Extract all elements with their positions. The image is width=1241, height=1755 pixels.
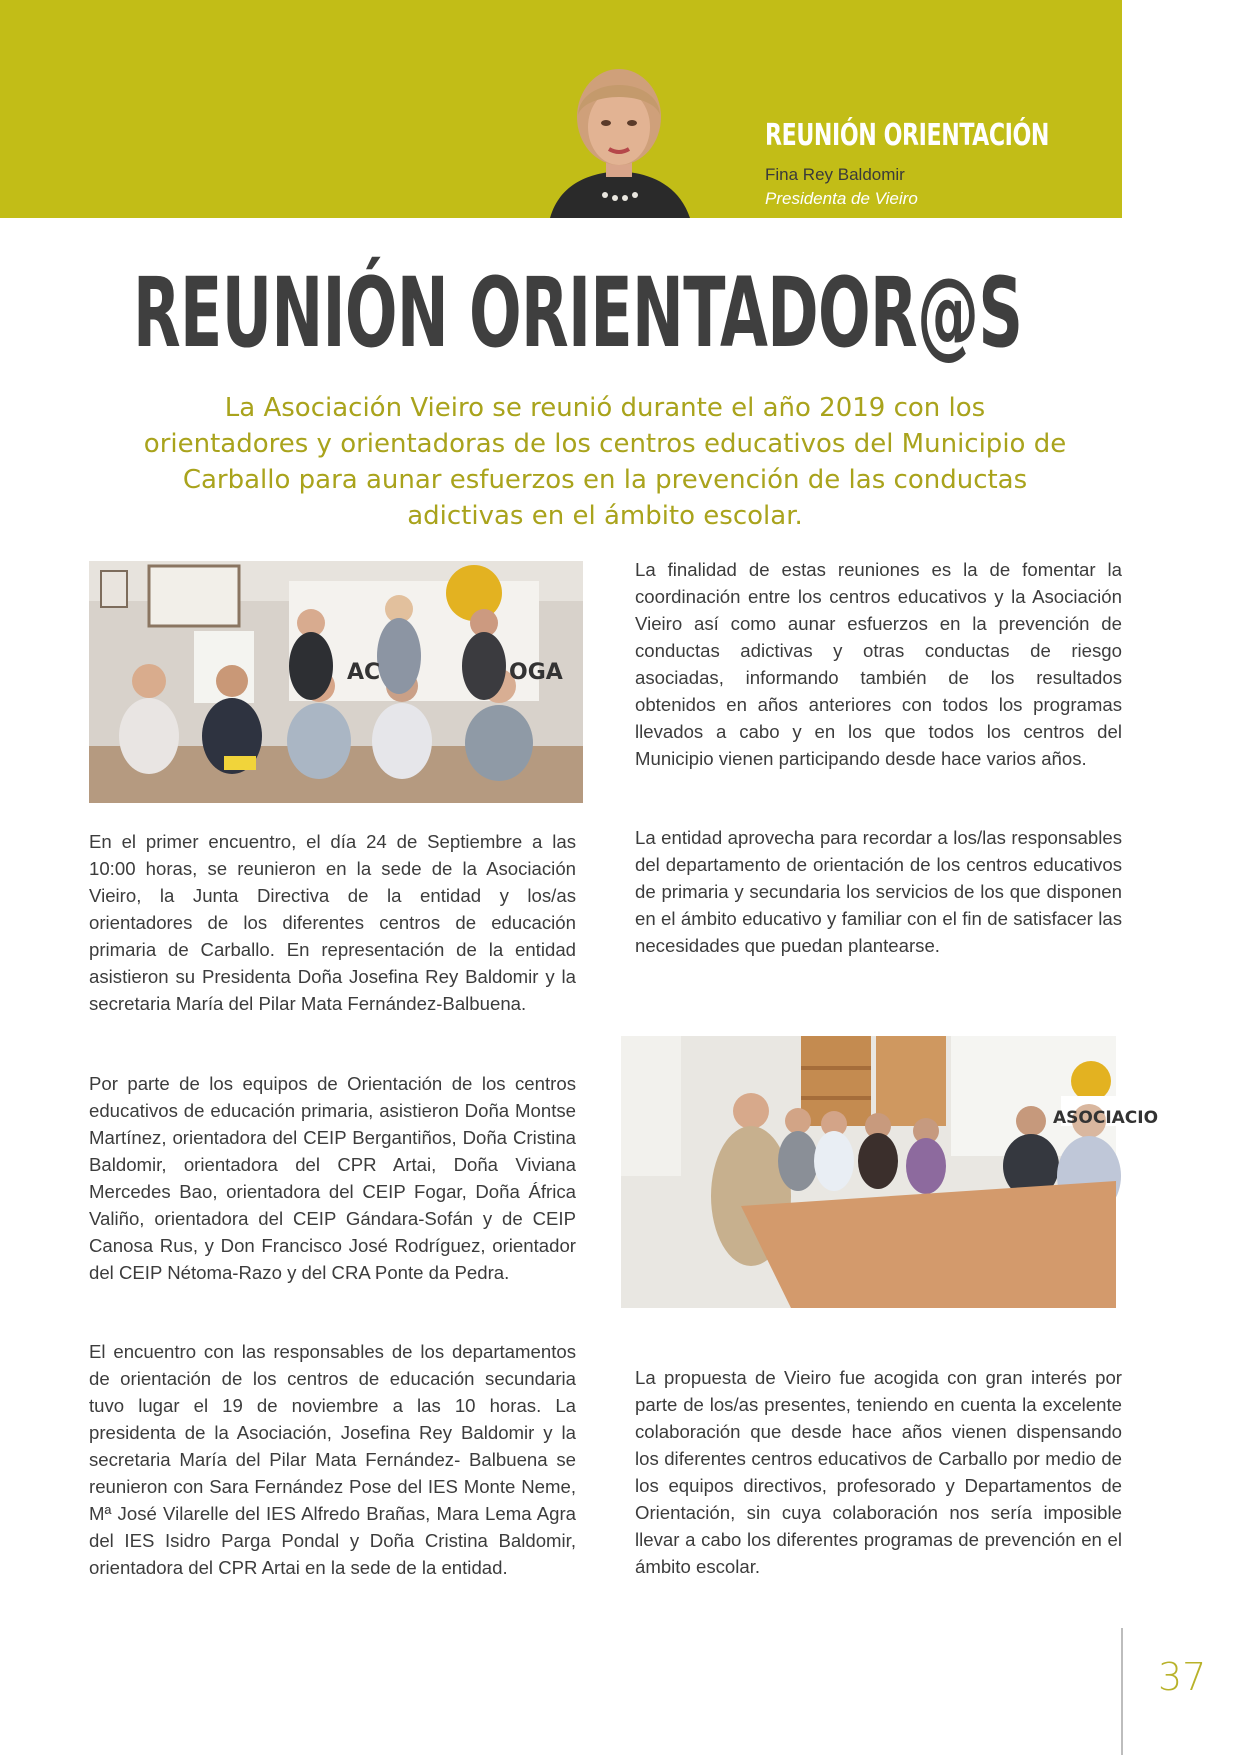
section-title: REUNIÓN ORIENTACIÓN [765,118,1049,153]
right-paragraph-1: La finalidad de estas reuniones es la de fomentar la coordinación entre los centros educativos y la Asociación Vieiro así como aunar esfuerzos en la prevención de conductas adictivas y otras conductas de riesgo asociadas, informando también de los resultados obtenidos en años anteriores con todos los programas llevados a cabo y en los que todos los centros del Municipio vienen participando desde hace varios años. [635,559,1122,769]
sign-text-left: AC [347,660,381,685]
sign-text: ASOCIACIO [1053,1108,1159,1128]
meeting-photo-secondary [621,1036,1159,1308]
page-number: 37 [1158,1655,1207,1699]
left-paragraph-1: En el primer encuentro, el día 24 de Septiembre a las 10:00 horas, se reunieron en la sede de la Asociación Vieiro, la Junta Directiva de la entidad y los/as orientadores de los diferentes centros de educación primaria de Carballo. En representación de la entidad asistieron su Presidenta Doña Josefina Rey Baldomir y la secretaria María del Pilar Mata Fernández-Balbuena. [89,831,576,1014]
author-role: Presidenta de Vieiro [765,189,918,208]
left-paragraph-3: El encuentro con las responsables de los departamentos de orientación de los centros de educación secundaria tuvo lugar el 19 de noviembre a las 10 horas. La presidenta de la Asociación, Josefina Rey Baldomir y la secretaria María del Pilar Mata Fernández- Balbuena se reunieron con Sara Fernández Pose del IES Monte Neme, Mª José Vilarelle del IES Alfredo Brañas, Mara Lema Agra del IES Isidro Parga Pondal y Doña Cristina Baldomir, orientadora del CPR Artai en la sede de la entidad. [89,1341,576,1578]
sign-text-right: OGA [509,660,563,685]
right-paragraph-3: La propuesta de Vieiro fue acogida con gran interés por parte de los/as presentes, teniendo en cuenta la excelente colaboración que desde hace años vienen dispensando los diferentes centros educativos de Carballo por medio de los equipos directivos, profesorado y Departamentos de Orientación, sin cuya colaboración nos sería imposible llevar a cabo los diferentes programas de prevención en el ámbito escolar. [635,1367,1122,1577]
page-number-divider [1121,1628,1123,1755]
author-name: Fina Rey Baldomir [765,165,905,184]
lead-paragraph: La Asociación Vieiro se reunió durante el año 2019 con los orientadores y orientadoras de los centros educativos del Municipio de Carballo para aunar esfuerzos en la prevención de las conductas adictivas en el ámbito escolar. [143,393,1067,531]
right-paragraph-2: La entidad aprovecha para recordar a los/las responsables del departamento de orientación de los centros educativos de primaria y secundaria los servicios de los que disponen en el ámbito educativo y familiar con el fin de satisfacer las necesidades que puedan plantearse. [635,827,1122,956]
author-portrait [520,55,718,218]
left-paragraph-2: Por parte de los equipos de Orientación de los centros educativos de educación primaria, asistieron Doña Montse Martínez, orientadora del CEIP Bergantiños, Doña Cristina Baldomir, orientadora del CPR Artai, Doña Viviana Mercedes Bao, orientadora del CEIP Fogar, Doña África Valiño, orientadora del CEIP Gándara-Sofán y de CEIP Canosa Rus, y Don Francisco José Rodríguez, orientador del CEIP Nétoma-Razo y del CRA Ponte da Pedra. [89,1073,576,1283]
meeting-photo-primary [89,561,583,803]
page-title: REUNIÓN ORIENTADOR@S [133,257,1023,369]
